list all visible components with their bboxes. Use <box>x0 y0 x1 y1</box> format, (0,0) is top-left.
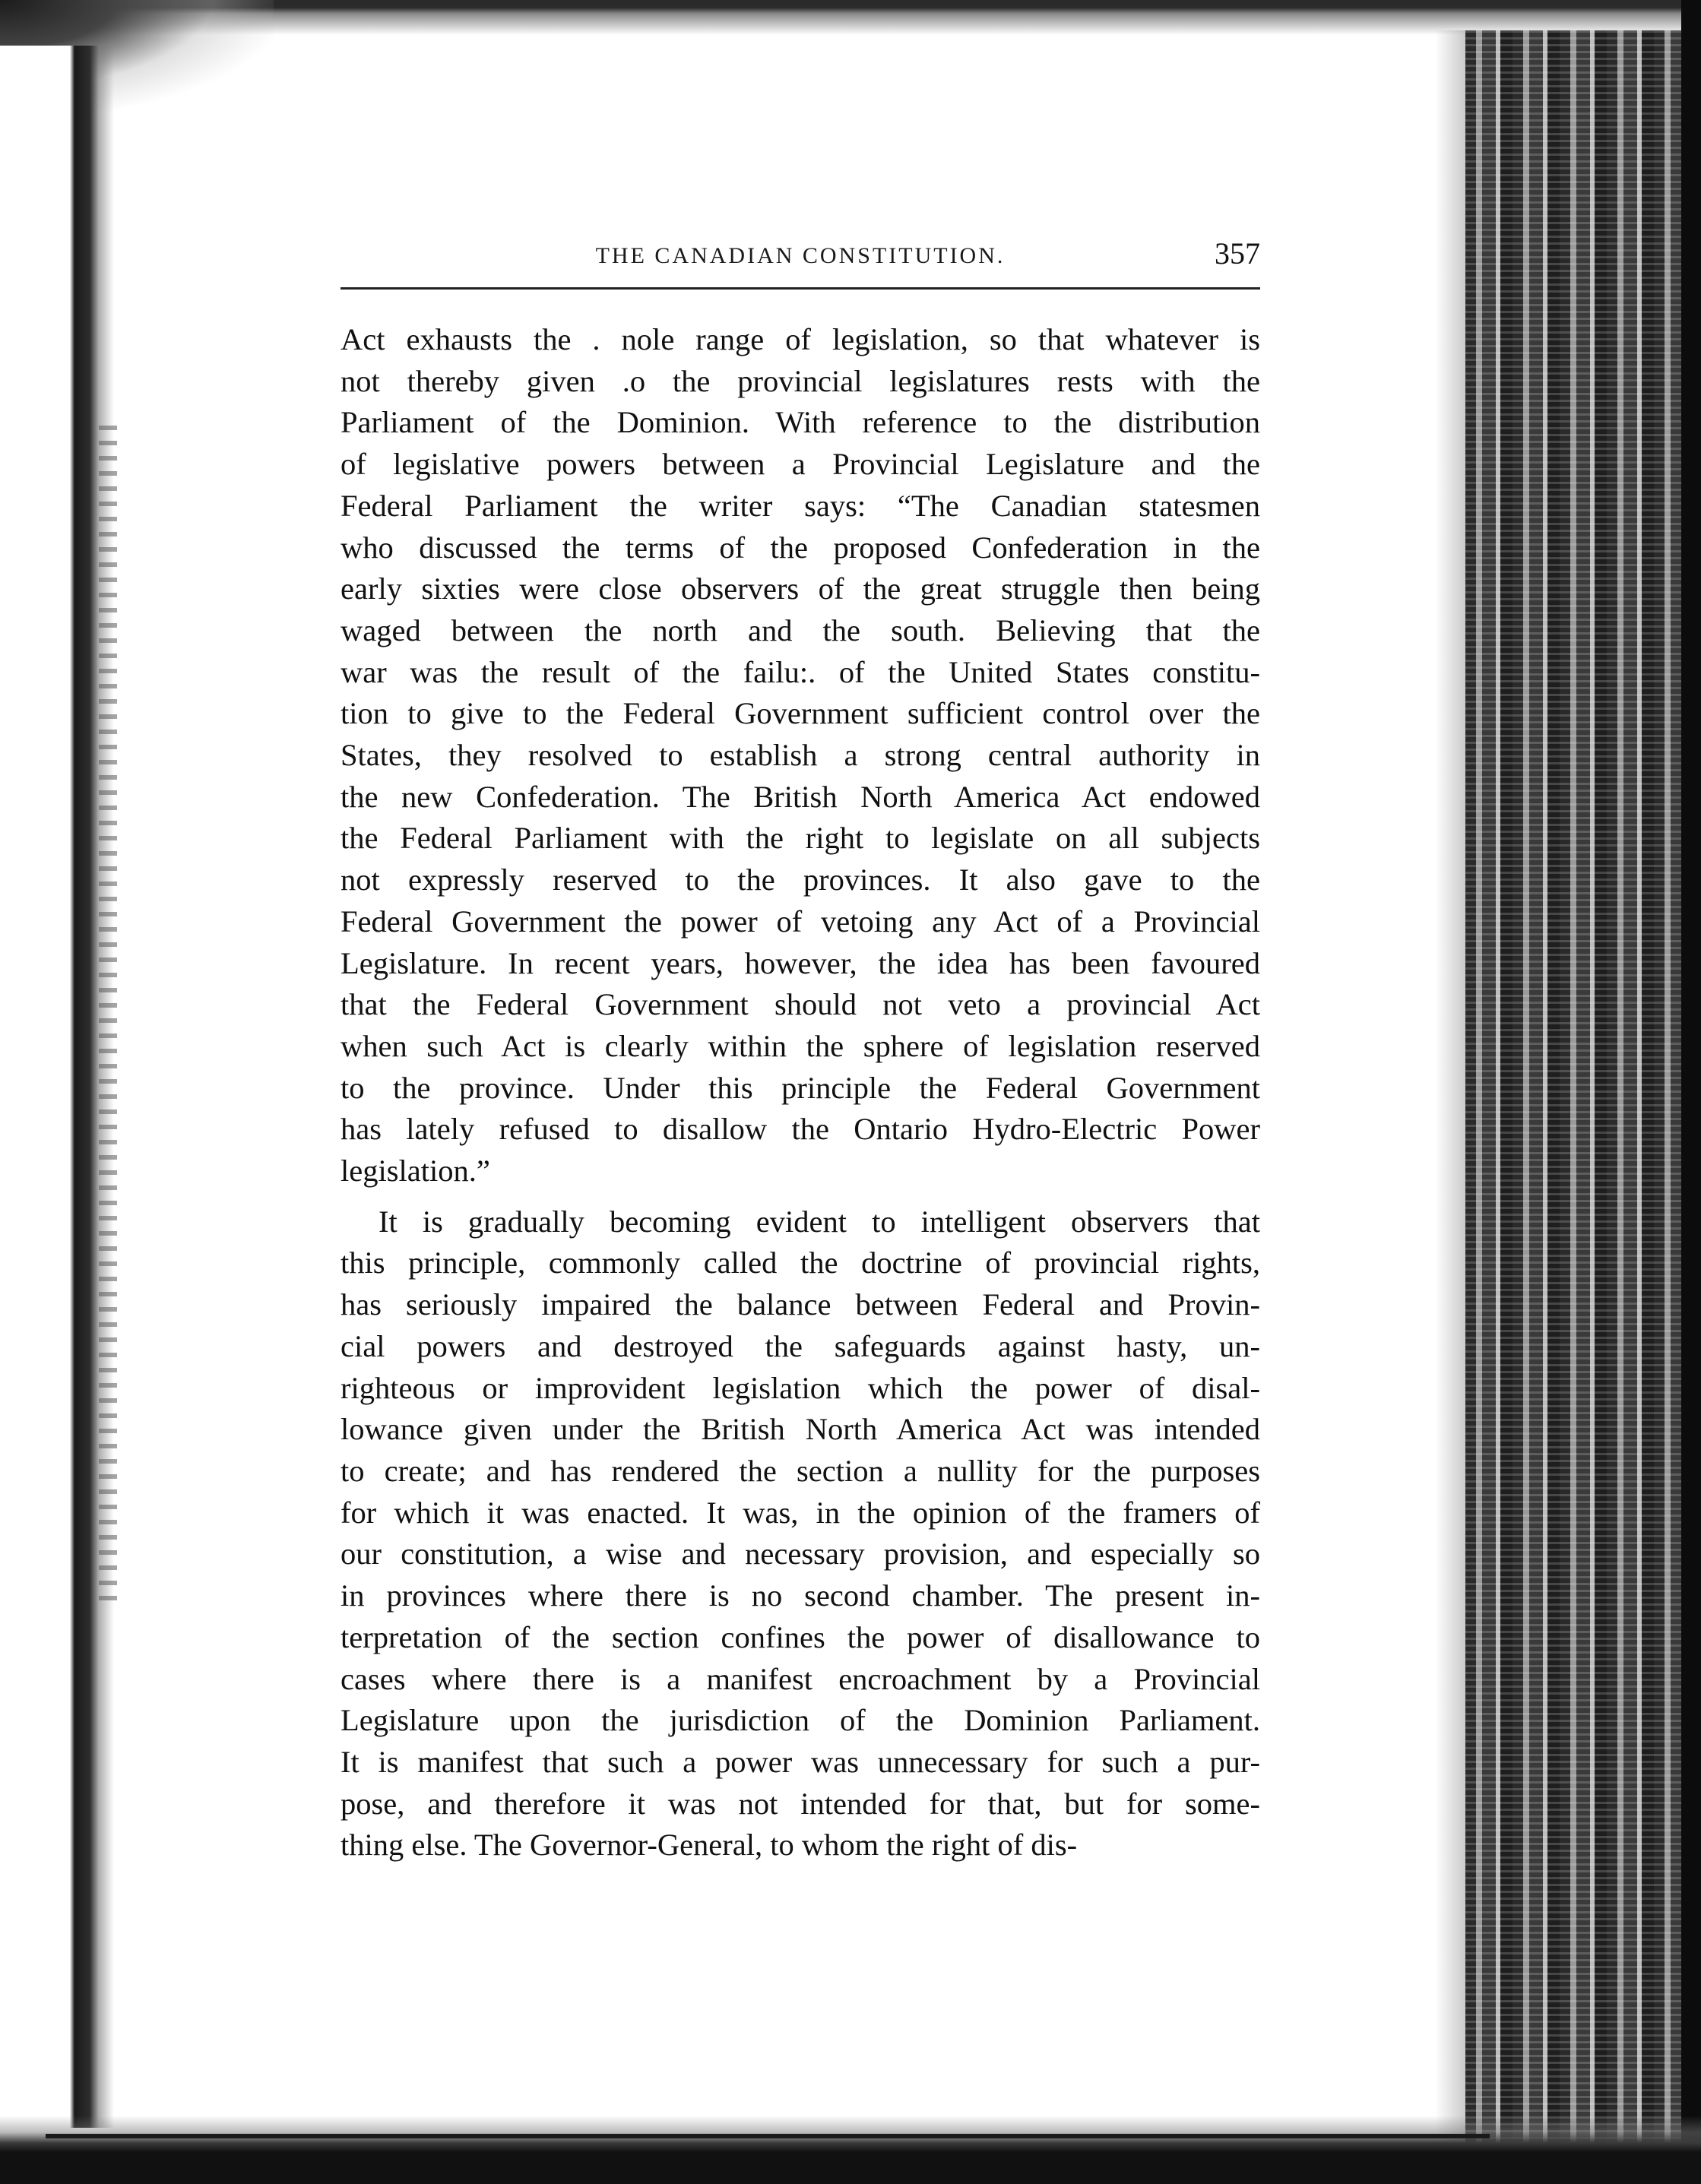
text-line: has seriously impaired the balance between Federal and Provin- <box>341 1287 1260 1322</box>
text-line: Federal Government the power of vetoing any Act of a Provincial <box>341 904 1260 938</box>
paragraph <box>341 1201 1260 1866</box>
text-line: righteous or improvident legislation which the power of disal- <box>341 1370 1260 1405</box>
text-line: Legislature upon the jurisdiction of the Dominion Parliament. <box>341 1703 1260 1738</box>
text-line: that the Federal Government should not veto a provincial Act <box>341 987 1260 1022</box>
text-line: not expressly reserved to the provinces. It also gave to the <box>341 863 1260 897</box>
page-number: 357 <box>1215 236 1260 271</box>
scan-left-speckle <box>99 426 117 1611</box>
text-line: legislation.” <box>341 1154 490 1189</box>
text-line: has lately refused to disallow the Ontario Hydro-Electric Power <box>341 1112 1260 1147</box>
text-line: States, they resolved to establish a strong central authority in <box>341 738 1260 773</box>
text-line: cases where there is a manifest encroachment by a Provincial <box>341 1661 1260 1696</box>
text-line: cial powers and destroyed the safeguards against hasty, un- <box>341 1328 1260 1363</box>
text-line: early sixties were close observers of the great struggle then being <box>341 571 1260 606</box>
body-text <box>341 319 1260 1866</box>
text-line: the new Confederation. The British North America Act endowed <box>341 779 1260 814</box>
text-line: It is gradually becoming evident to intelligent observers that <box>379 1204 1260 1239</box>
scan-right-edge <box>1681 0 1701 2184</box>
scan-left-edge <box>0 46 114 2128</box>
scan-bottom-rule <box>46 2134 1490 2138</box>
text-line: in provinces where there is no second chamber. The present in- <box>341 1578 1260 1613</box>
text-line: pose, and therefore it was not intended for that, but for some- <box>341 1786 1260 1821</box>
text-line: when such Act is clearly within the sphere of legislation reserved <box>341 1028 1260 1063</box>
page-header <box>341 236 1260 281</box>
text-line: It is manifest that such a power was unnecessary for such a pur- <box>341 1744 1260 1779</box>
text-line: for which it was enacted. It was, in the opinion of the framers of <box>341 1495 1260 1530</box>
text-line: to create; and has rendered the section a nullity for the purposes <box>341 1453 1260 1488</box>
scan-gutter-noise <box>1465 30 1701 2184</box>
text-line: this principle, commonly called the doctrine of provincial rights, <box>341 1246 1260 1280</box>
text-line: Legislature. In recent years, however, the idea has been favoured <box>341 945 1260 980</box>
text-line: of legislative powers between a Provincial Legislature and the <box>341 447 1260 482</box>
text-line: our constitution, a wise and necessary provision, and especially so <box>341 1537 1260 1572</box>
text-line: the Federal Parliament with the right to legislate on all subjects <box>341 821 1260 856</box>
text-line: waged between the north and the south. Believing that the <box>341 612 1260 647</box>
text-line: terpretation of the section confines the power of disallowance to <box>341 1619 1260 1654</box>
text-line: lowance given under the British North America Act was intended <box>341 1412 1260 1447</box>
text-line: thing else. The Governor-General, to whom the right of dis- <box>341 1828 1078 1863</box>
scan-gutter-fade <box>1435 30 1465 2184</box>
text-line: Federal Parliament the writer says: “The Canadian statesmen <box>341 488 1260 523</box>
text-line: Act exhausts the . nole range of legislation, so that whatever is <box>341 322 1260 356</box>
text-line: not thereby given .o the provincial legislatures rests with the <box>341 363 1260 398</box>
paragraph <box>341 319 1260 1192</box>
text-line: who discussed the terms of the proposed Confederation in the <box>341 530 1260 565</box>
text-line: tion to give to the Federal Government sufficient control over the <box>341 696 1260 731</box>
header-rule <box>341 287 1260 290</box>
text-line: to the province. Under this principle the Federal Government <box>341 1070 1260 1105</box>
text-line: war was the result of the failu:. of the United States constitu- <box>341 654 1260 689</box>
running-head: THE CANADIAN CONSTITUTION. <box>595 243 1006 268</box>
scan-bottom-edge <box>0 2116 1701 2184</box>
text-line: Parliament of the Dominion. With reference to the distribution <box>341 405 1260 440</box>
